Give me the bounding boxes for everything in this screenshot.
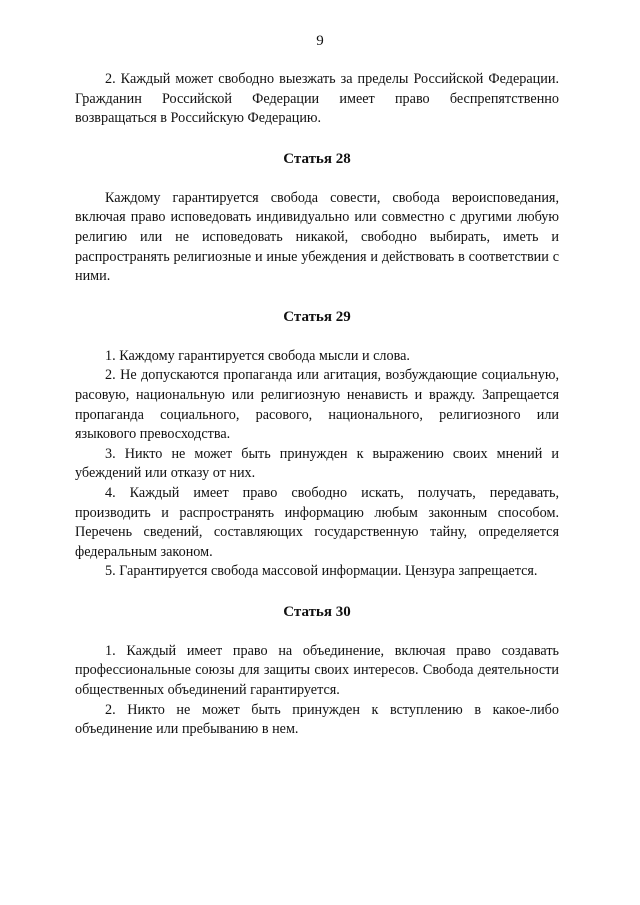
article-28-heading: Статья 28 (283, 150, 351, 167)
article-29-paragraph-3: 3. Никто не может быть принужден к выражению своих мнений и убеждений или отказу от них. (75, 445, 559, 482)
page-number: 9 (316, 33, 324, 49)
document-body (75, 70, 559, 740)
article-30-paragraph-2: 2. Никто не может быть принужден к вступлению в какое-либо объединение или пребыванию в нем. (75, 701, 559, 738)
article-29-paragraph-2: 2. Не допускаются пропаганда или агитация, возбуждающие социальную, расовую, национальную или религиозную ненависть и вражду. Запрещается пропаганда социального, расового, национального, религиозного или языкового превосходства. (75, 367, 559, 443)
article-29-paragraph-1: 1. Каждому гарантируется свобода мысли и слова. (105, 347, 410, 364)
paragraph-27-2: 2. Каждый может свободно выезжать за пределы Российской Федерации. Гражданин Российской Федерации имеет право беспрепятственно возвращаться в Российскую Федерацию. (75, 71, 559, 127)
article-28-paragraph: Каждому гарантируется свобода совести, свобода вероисповедания, включая право исповедовать индивидуально или совместно с другими любую религию или не исповедовать никакой, свободно выбирать, иметь и распространять религиозные и иные убеждения и действовать в соответствии с ними. (75, 189, 559, 285)
article-30-heading: Статья 30 (283, 603, 351, 620)
article-29-paragraph-5: 5. Гарантируется свобода массовой информации. Цензура запрещается. (105, 563, 538, 580)
article-29-paragraph-4: 4. Каждый имеет право свободно искать, получать, передавать, производить и распространять информацию любым законным способом. Перечень сведений, составляющих государственную тайну, определяется федеральным законом. (75, 484, 559, 560)
article-29-heading: Статья 29 (283, 308, 351, 325)
article-30-paragraph-1: 1. Каждый имеет право на объединение, включая право создавать профессиональные союзы для защиты своих интересов. Свобода деятельности общественных объединений гарантируется. (75, 642, 559, 699)
